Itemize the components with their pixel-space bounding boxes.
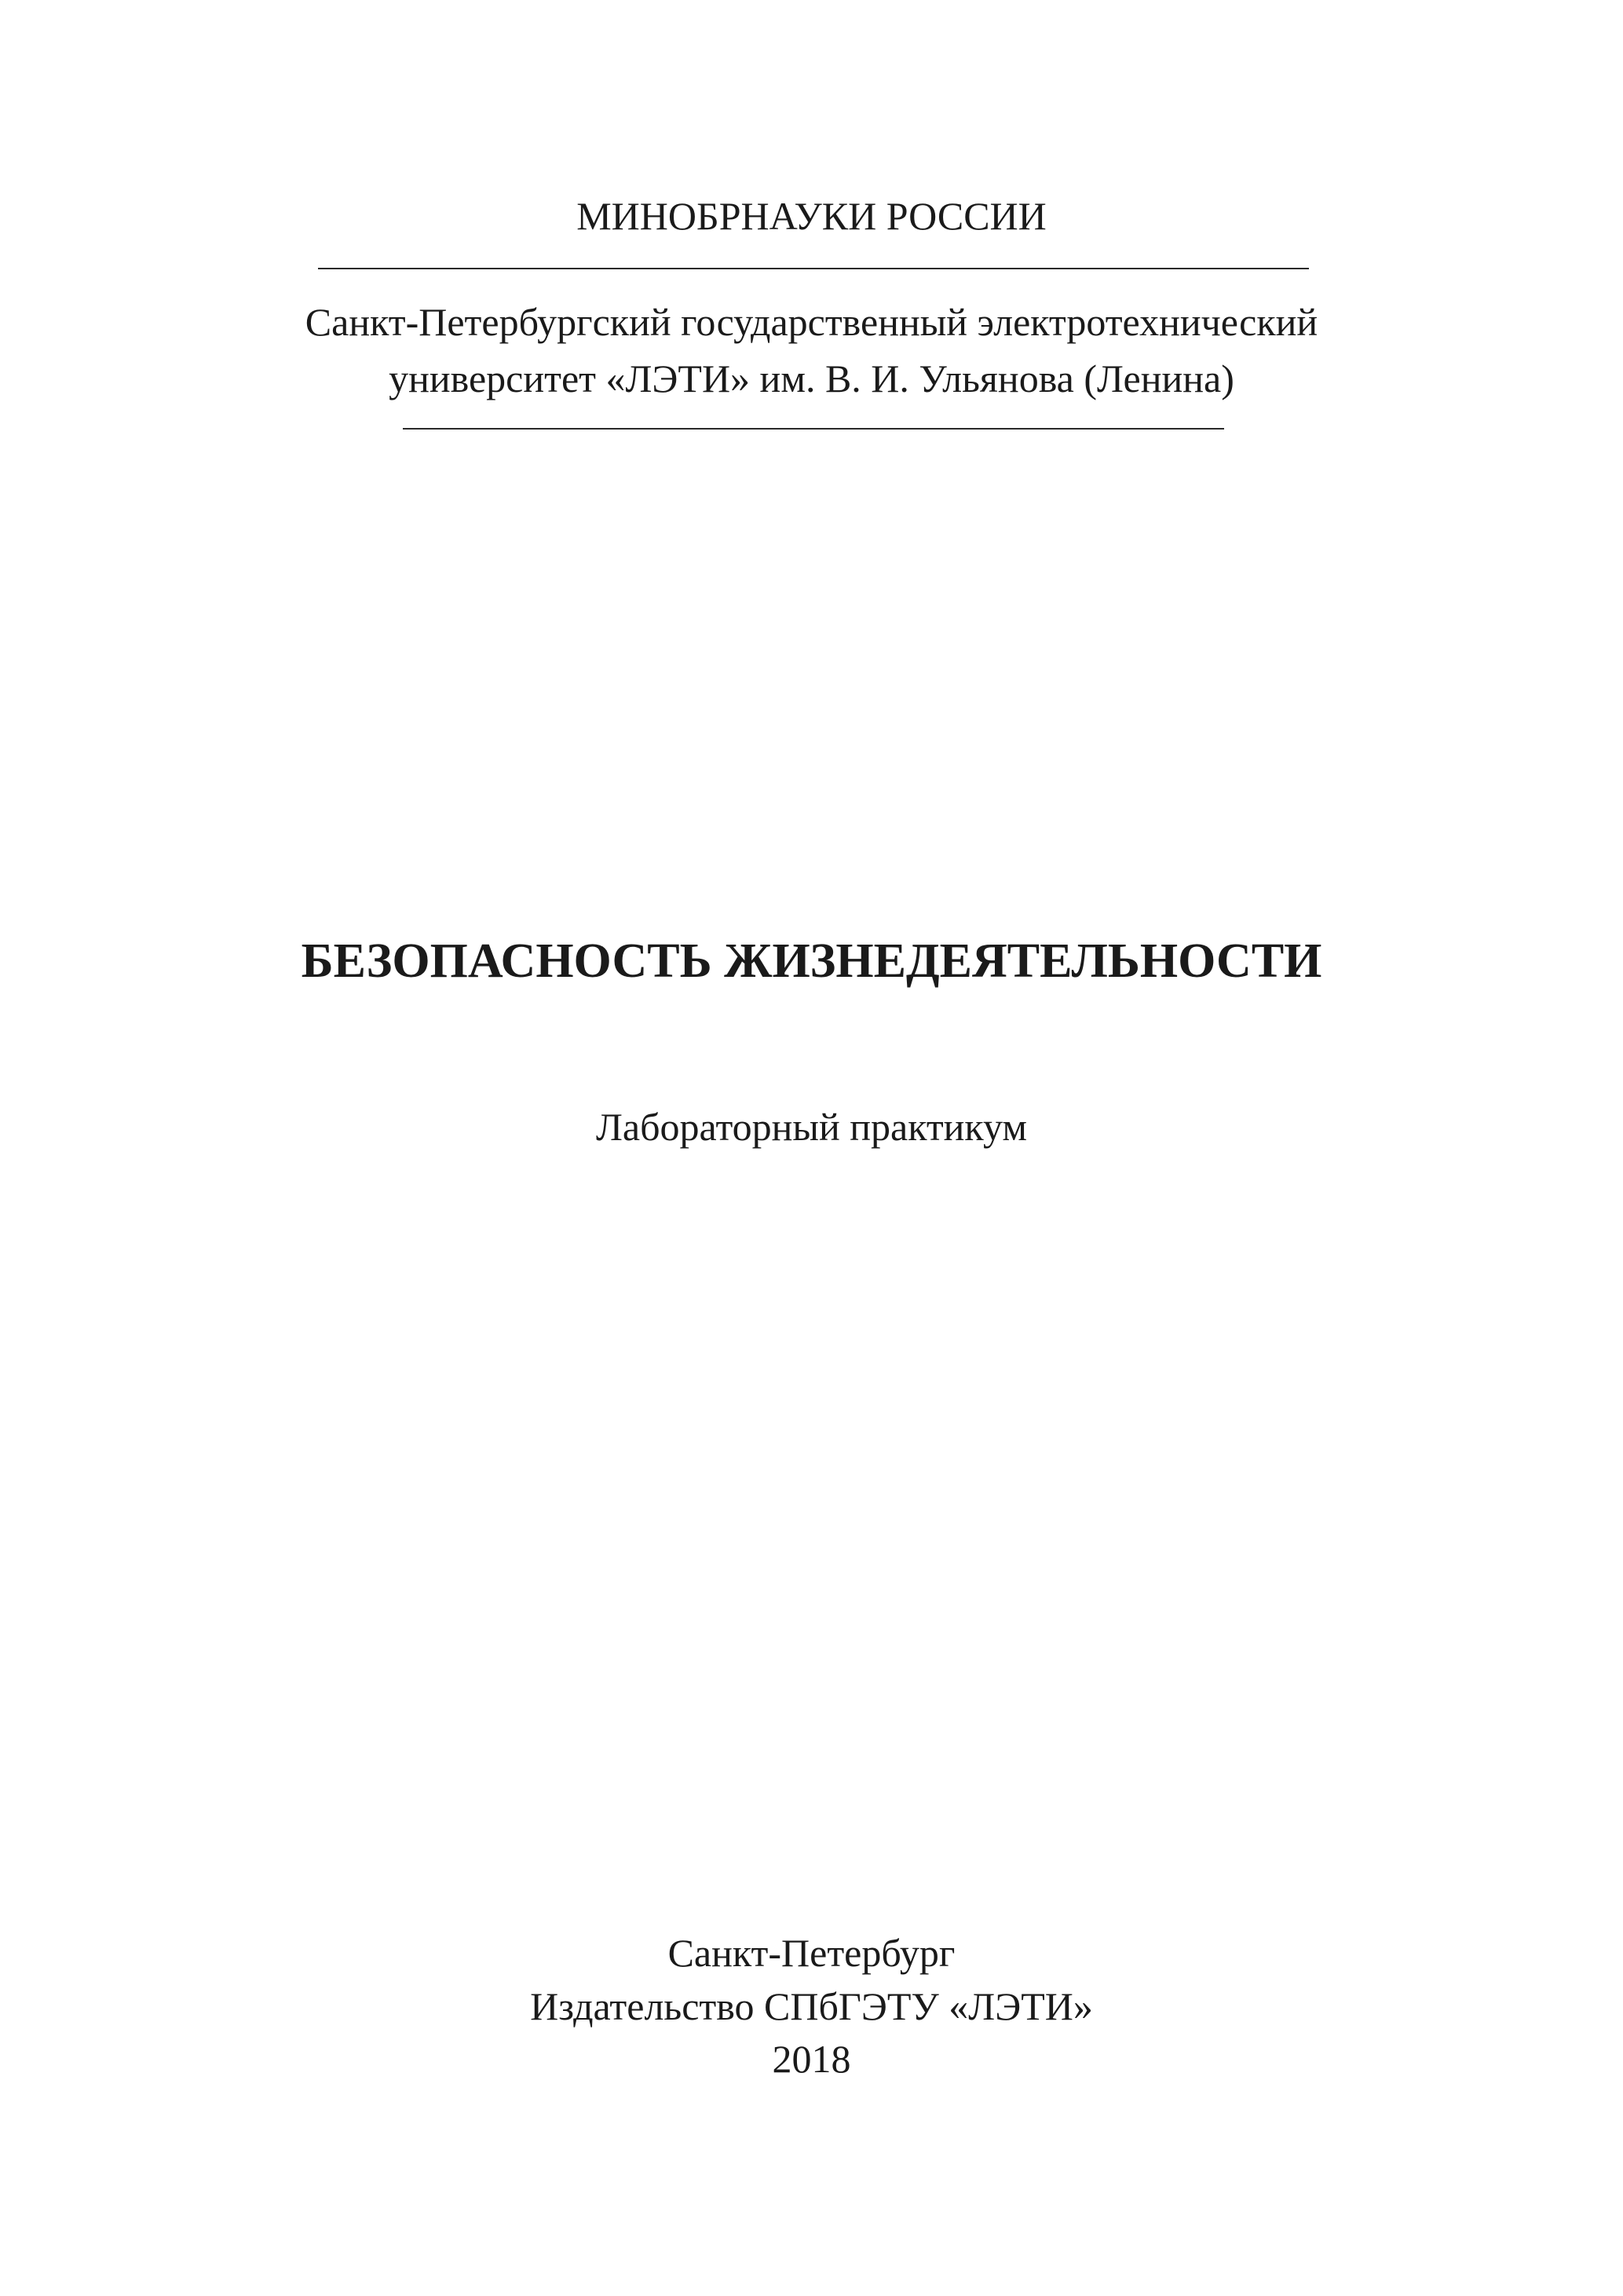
university-name-line1: Санкт-Петербургский государственный электротехнический	[305, 300, 1318, 344]
publisher-name: Издательство СПбГЭТУ «ЛЭТИ»	[530, 1984, 1093, 2028]
university-name-line2: университет «ЛЭТИ» им. В. И. Ульянова (Ленина)	[389, 356, 1234, 400]
ministry-heading: МИНОБРНАУКИ РОССИИ	[576, 194, 1047, 238]
publication-city: Санкт-Петербург	[667, 1931, 956, 1975]
header-divider-bottom	[403, 428, 1224, 430]
header-divider-top	[318, 268, 1309, 269]
document-title: БЕЗОПАСНОСТЬ ЖИЗНЕДЕЯТЕЛЬНОСТИ	[301, 934, 1322, 988]
document-subtitle: Лабораторный практикум	[596, 1105, 1027, 1149]
publication-year: 2018	[772, 2037, 851, 2081]
